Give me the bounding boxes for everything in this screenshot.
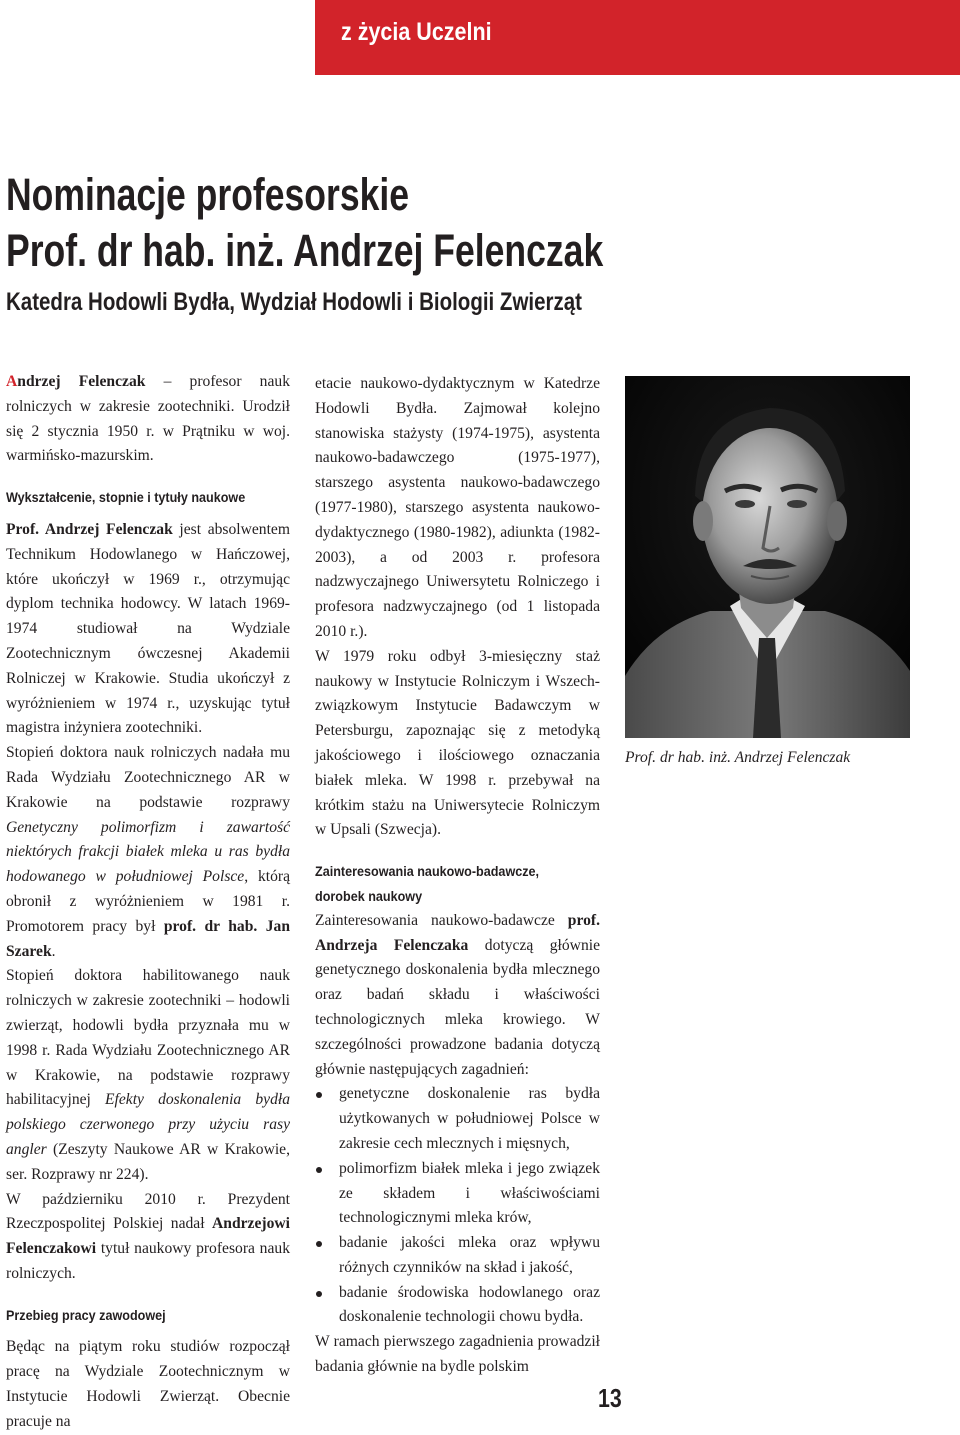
bullet-icon bbox=[316, 1167, 322, 1173]
career-continued-paragraph: etacie naukowo-dydaktycznym w Katedrze Hodowli Bydła. Zajmował kolejno stanowiska stażysty (1974-1975), asystenta naukowo-badawczego (1975-1977), starszego asystenta naukowo-badawczego (1977-1980), starszego asystenta naukowo-dydaktycznego (1980-1982), adiunkta (1982-2003), a od 2003 r. profesora nadzwyczajnego Uniwersytetu Rolniczego i profesora nadzwyczajnego (od 1 listopada 2010 r.). bbox=[315, 375, 600, 640]
doctorate-text-2: , którą obronił z wyróżnieniem w 1981 r. Promotorem pracy był bbox=[6, 868, 290, 935]
page-number: 13 bbox=[598, 1383, 622, 1413]
professor-name-title: Prof. dr hab. inż. Andrzej Felenczak bbox=[6, 225, 604, 276]
career-paragraph: Będąc na piątym roku studiów rozpoczął pracę na Wydziale Zootechnicznym w Instytucie Hodowli Zwierząt. Obecnie pracuje na bbox=[6, 1338, 290, 1430]
list-item-text: genetyczne doskonalenie ras bydła użytkowanych w południowej Polsce w zakresie cech mlecznych i mięsnych, bbox=[339, 1085, 600, 1152]
education-heading: Wykształcenie, stopnie i tytuły naukowe bbox=[6, 489, 246, 506]
photo-caption: Prof. dr hab. inż. Andrzej Felenczak bbox=[625, 749, 851, 766]
interests-text: Zainteresowania naukowo-badawcze bbox=[315, 911, 568, 929]
initial-letter: A bbox=[6, 373, 18, 390]
section-label: z życia Uczelni bbox=[341, 18, 492, 46]
list-item-text: badanie środowiska hodowlanego oraz doskonalenie technologii chowu bydła. bbox=[339, 1283, 600, 1326]
education-text: jest absolwentem Technikum Hodowlanego w Hańczowej, które ukończył w 1969 r., otrzymując dyplom technika hodowcy. W latach 1969-1974 studiował na Wydziale Zootechnicznym ówczesnej Akademii Rolniczej w Krakowie. Studia ukończył z wyróżnieniem w 1974 r., uzyskując tytuł magistra inżyniera zootechniki. bbox=[6, 520, 290, 737]
text-column-middle bbox=[315, 372, 600, 1380]
education-paragraph bbox=[6, 518, 290, 741]
department-subtitle: Katedra Hodowli Bydła, Wydział Hodowli i Biologii Zwierząt bbox=[6, 288, 582, 316]
interests-paragraph bbox=[315, 909, 600, 1083]
doctorate-text: Stopień doktora nauk rolniczych nadała mu Rada Wydziału Zootechnicznego AR w Krakowie na podstawie rozprawy bbox=[6, 744, 290, 811]
doctorate-thesis: Genetyczny polimorfizm i zawartość niektórych frakcji białek mleka u ras bydła hodowanego w południowej Polsce bbox=[6, 818, 290, 886]
doctorate-paragraph bbox=[6, 741, 290, 964]
portrait-photo bbox=[625, 376, 910, 738]
text-column-left bbox=[6, 370, 290, 1435]
list-item bbox=[315, 1157, 600, 1231]
interests-text-2: dotyczą głównie genetycznego doskonalenia bydła mlecznego oraz badań składu i właściwości technologicznych mleka krowiego. W szczególności prowadzone badania dotyczą głównie następujących zagadnień: bbox=[315, 936, 600, 1078]
interests-heading: Zainteresowania naukowo-badawcze, bbox=[315, 863, 540, 880]
education-name: Prof. Andrzej Felenczak bbox=[6, 520, 173, 538]
research-topics-list bbox=[315, 1082, 600, 1330]
habilitation-text-2: (Zeszyty Naukowe AR w Krakowie, ser. Rozprawy nr 224). bbox=[6, 1140, 290, 1183]
list-item-text: polimorfizm białek mleka i jego związek ze składem i właściwościami technologicznymi mleka krów, bbox=[339, 1159, 600, 1227]
list-item bbox=[315, 1082, 600, 1156]
intro-paragraph bbox=[6, 370, 290, 469]
article-title: Nominacje profesorskie bbox=[6, 169, 410, 220]
interests-name: prof. Andrzeja Felenczaka bbox=[315, 911, 600, 954]
list-item-text: badanie jakości mleka oraz wpływu różnych czynników na skład i jakość, bbox=[339, 1234, 600, 1276]
professorship-name: Andrzejowi Felenczakowi bbox=[6, 1215, 290, 1258]
list-item bbox=[315, 1281, 600, 1331]
habilitation-text: Stopień doktora habilitowanego nauk rolniczych w zakresie zootechniki – hodowli zwierząt, hodowli bydła przyznała mu w 1998 r. Rada Wydziału Zootechnicznego AR w Krakowie, na podstawie rozprawy habilitacyjnej bbox=[6, 967, 290, 1109]
interests-heading-2: dorobek naukowy bbox=[315, 887, 423, 904]
closing-paragraph: W ramach pierwszego zagadnienia prowadził badania głównie na bydle polskim bbox=[315, 1333, 600, 1376]
habilitation-thesis: Efekty doskonalenia bydła polskiego czerwonego przy użyciu rasy angler bbox=[6, 1091, 290, 1158]
internship-paragraph: W 1979 roku odbył 3-miesięczny staż naukowy w Instytucie Rolniczym i Wszech-związkowym Instytucie Badawczym w Petersburgu, zapoznając się z metodyką jakościowego i ilościowego oznaczania białek mleka. W 1998 r. przebywał na krótkim stażu na Uniwersytecie Rolniczym w Upsali (Szwecja). bbox=[315, 647, 600, 839]
doctorate-promoter: prof. dr hab. Jan Szarek bbox=[6, 917, 291, 960]
bullet-icon bbox=[316, 1291, 322, 1297]
professorship-paragraph bbox=[6, 1188, 290, 1287]
bullet-icon bbox=[316, 1092, 322, 1098]
professorship-text-2: tytuł naukowy profesora nauk rolniczych. bbox=[6, 1240, 290, 1282]
career-heading: Przebieg pracy zawodowej bbox=[6, 1306, 166, 1323]
section-banner bbox=[315, 0, 960, 75]
bullet-icon bbox=[316, 1241, 322, 1247]
habilitation-paragraph bbox=[6, 964, 290, 1187]
list-item bbox=[315, 1231, 600, 1281]
professorship-text: W październiku 2010 r. Prezydent Rzeczpospolitej Polskiej nadał bbox=[6, 1190, 290, 1233]
doctorate-end: . bbox=[51, 942, 56, 960]
intro-text: – profesor nauk rolniczych w zakresie zootechniki. Urodził się 2 stycznia 1950 r. w Prątniku w woj. warmińsko-mazurskim. bbox=[6, 373, 290, 465]
intro-name: ndrzej Felenczak bbox=[17, 373, 146, 390]
